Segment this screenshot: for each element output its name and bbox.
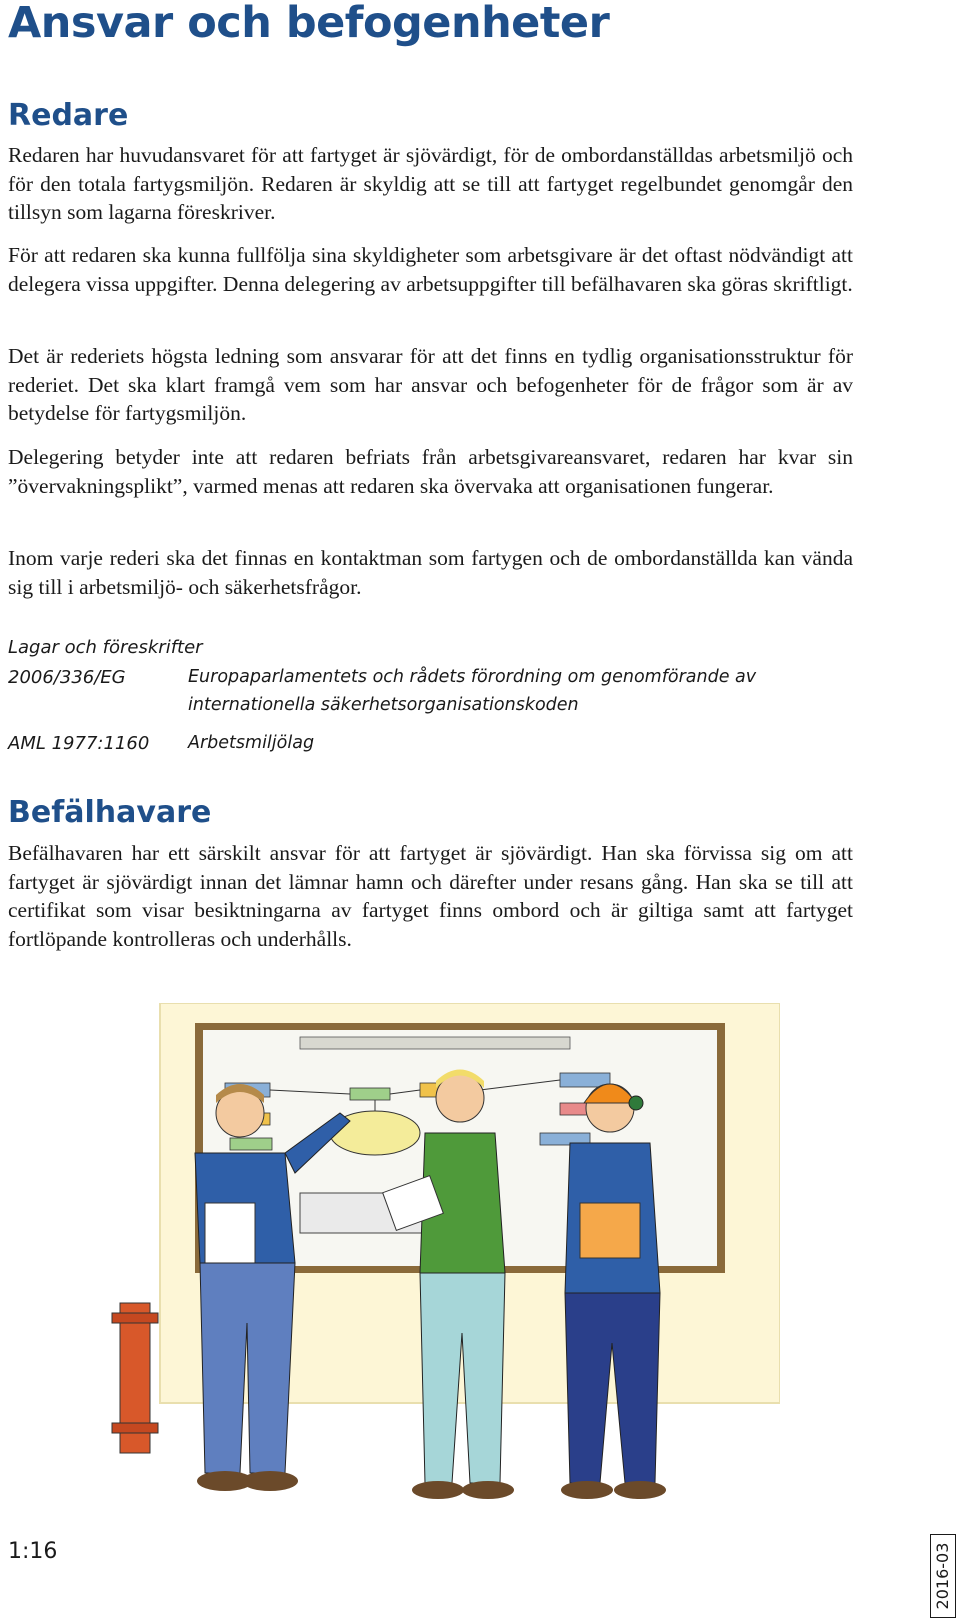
regulation-code: AML 1977:1160 xyxy=(8,733,150,754)
section-heading-redare: Redare xyxy=(8,98,129,133)
regulation-description: Arbetsmiljölag xyxy=(188,733,315,753)
paragraph: Delegering betyder inte att redaren befriats från arbetsgivareansvaret, redaren har kvar sin ”övervakningsplikt”, varmed menas att redaren ska övervaka att organisationen fungerar. xyxy=(8,445,853,498)
regulations-title: Lagar och föreskrifter xyxy=(8,637,203,658)
paragraph: Redaren har huvudansvaret för att fartyget är sjövärdigt, för de ombordanställdas arbetsmiljö och för den totala fartygsmiljön. Redaren är skyldig att se till att fartyget regelbundet genomgår den tillsyn som lagarna föreskriver. xyxy=(8,143,853,224)
paragraph: För att redaren ska kunna fullfölja sina skyldigheter som arbetsgivare är det oftast nödvändigt att delegera vissa uppgifter. Denna delegering av arbetsuppgifter till befälhavaren ska göras skriftligt. xyxy=(8,243,853,296)
regulation-description: Europaparlamentets och rådets förordning om genomförande av internationella säkerhetsorganisationskoden xyxy=(188,667,757,715)
page-number: 1:16 xyxy=(8,1539,58,1564)
regulation-code: 2006/336/EG xyxy=(8,667,126,688)
section-heading-befalhavare: Befälhavare xyxy=(8,795,212,830)
date-stamp: 2016-03 xyxy=(930,1534,956,1618)
paragraph: Inom varje rederi ska det finnas en kontaktman som fartygen och de ombordanställda kan vända sig till i arbetsmiljö- och säkerhetsfrågor. xyxy=(8,546,853,599)
page-title: Ansvar och befogenheter xyxy=(8,0,610,48)
crew-org-chart-illustration xyxy=(100,1003,780,1503)
paragraph: Befälhavaren har ett särskilt ansvar för att fartyget är sjövärdigt. Han ska förvissa sig om att fartyget är sjövärdigt innan det lämnar hamn och därefter under resans gång. Han ska se till att certifikat som visar besiktningarna av fartyget finns ombord och är giltiga samt att fartyget fortlöpande kontrolleras och underhålls. xyxy=(8,841,853,951)
paragraph: Det är rederiets högsta ledning som ansvarar för att det finns en tydlig organisationsstruktur för rederiet. Det ska klart framgå vem som har ansvar och befogenheter för de frågor som är av betydelse för fartygsmiljön. xyxy=(8,344,853,425)
